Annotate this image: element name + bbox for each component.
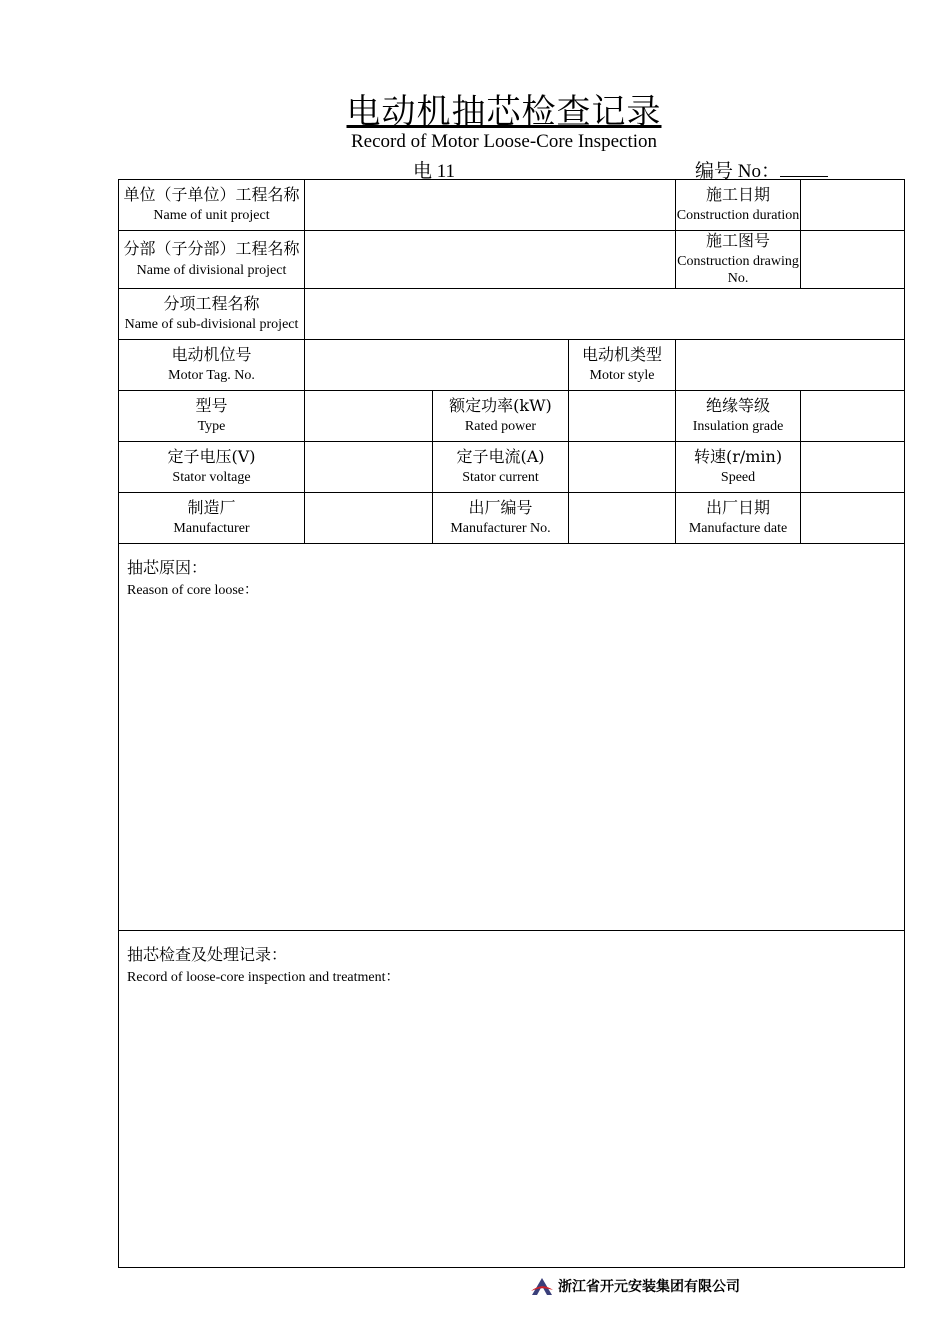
manufacturer-label: 制造厂 Manufacturer [119, 492, 305, 543]
type-label: 型号 Type [119, 390, 305, 441]
table-row [119, 231, 905, 289]
manufacturer-no-value[interactable] [569, 492, 676, 543]
motor-tag-label: 电动机位号 Motor Tag. No. [119, 339, 305, 390]
record-label-en: Record of loose-core inspection and treatment： [127, 969, 400, 985]
inspection-form-table [118, 179, 905, 1268]
page-subtitle: Record of Motor Loose-Core Inspection [350, 131, 658, 152]
drawing-no-label: 施工图号 Construction drawing No. [676, 231, 801, 289]
table-row [119, 543, 905, 930]
construction-duration-label: 施工日期 Construction duration [676, 180, 801, 231]
divisional-project-value[interactable] [305, 231, 676, 289]
table-row [119, 180, 905, 231]
footer-company [530, 1276, 740, 1296]
serial-blank[interactable] [780, 160, 828, 177]
form-code: 电 11 [413, 161, 456, 182]
stator-current-value[interactable] [569, 441, 676, 492]
rated-power-value[interactable] [569, 390, 676, 441]
stator-voltage-label: 定子电压(V) Stator voltage [119, 441, 305, 492]
manufacture-date-value[interactable] [801, 492, 905, 543]
reason-section[interactable] [119, 543, 905, 930]
speed-label: 转速(r/min) Speed [676, 441, 801, 492]
table-row [119, 288, 905, 339]
reason-label-en: Reason of core loose： [127, 582, 259, 598]
manufacture-date-label: 出厂日期 Manufacture date [676, 492, 801, 543]
motor-tag-value[interactable] [305, 339, 569, 390]
stator-current-label: 定子电流(A) Stator current [433, 441, 569, 492]
table-row [119, 930, 905, 1267]
serial-label: 编号 No： [695, 161, 780, 182]
motor-style-label: 电动机类型 Motor style [569, 339, 676, 390]
table-row [119, 339, 905, 390]
reason-label-zh: 抽芯原因： [127, 557, 208, 577]
record-label-zh: 抽芯检查及处理记录： [127, 944, 288, 964]
divisional-project-label: 分部（子分部）工程名称 Name of divisional project [119, 231, 305, 289]
company-name: 浙江省开元安装集团有限公司 [558, 1279, 740, 1295]
unit-project-label: 单位（子单位）工程名称 Name of unit project [119, 180, 305, 231]
rated-power-label: 额定功率(kW) Rated power [433, 390, 569, 441]
stator-voltage-value[interactable] [305, 441, 433, 492]
table-row [119, 441, 905, 492]
insulation-grade-label: 绝缘等级 Insulation grade [676, 390, 801, 441]
table-row [119, 492, 905, 543]
motor-style-value[interactable] [676, 339, 905, 390]
sub-divisional-value[interactable] [305, 288, 905, 339]
speed-value[interactable] [801, 441, 905, 492]
table-row [119, 390, 905, 441]
type-value[interactable] [305, 390, 433, 441]
company-logo-icon [530, 1276, 554, 1296]
manufacturer-no-label: 出厂编号 Manufacturer No. [433, 492, 569, 543]
insulation-grade-value[interactable] [801, 390, 905, 441]
drawing-no-value[interactable] [801, 231, 905, 289]
record-section[interactable] [119, 930, 905, 1267]
sub-divisional-label: 分项工程名称 Name of sub-divisional project [119, 288, 305, 339]
unit-project-value[interactable] [305, 180, 676, 231]
page-title: 电动机抽芯检查记录 [346, 92, 662, 132]
manufacturer-value[interactable] [305, 492, 433, 543]
construction-duration-value[interactable] [801, 180, 905, 231]
